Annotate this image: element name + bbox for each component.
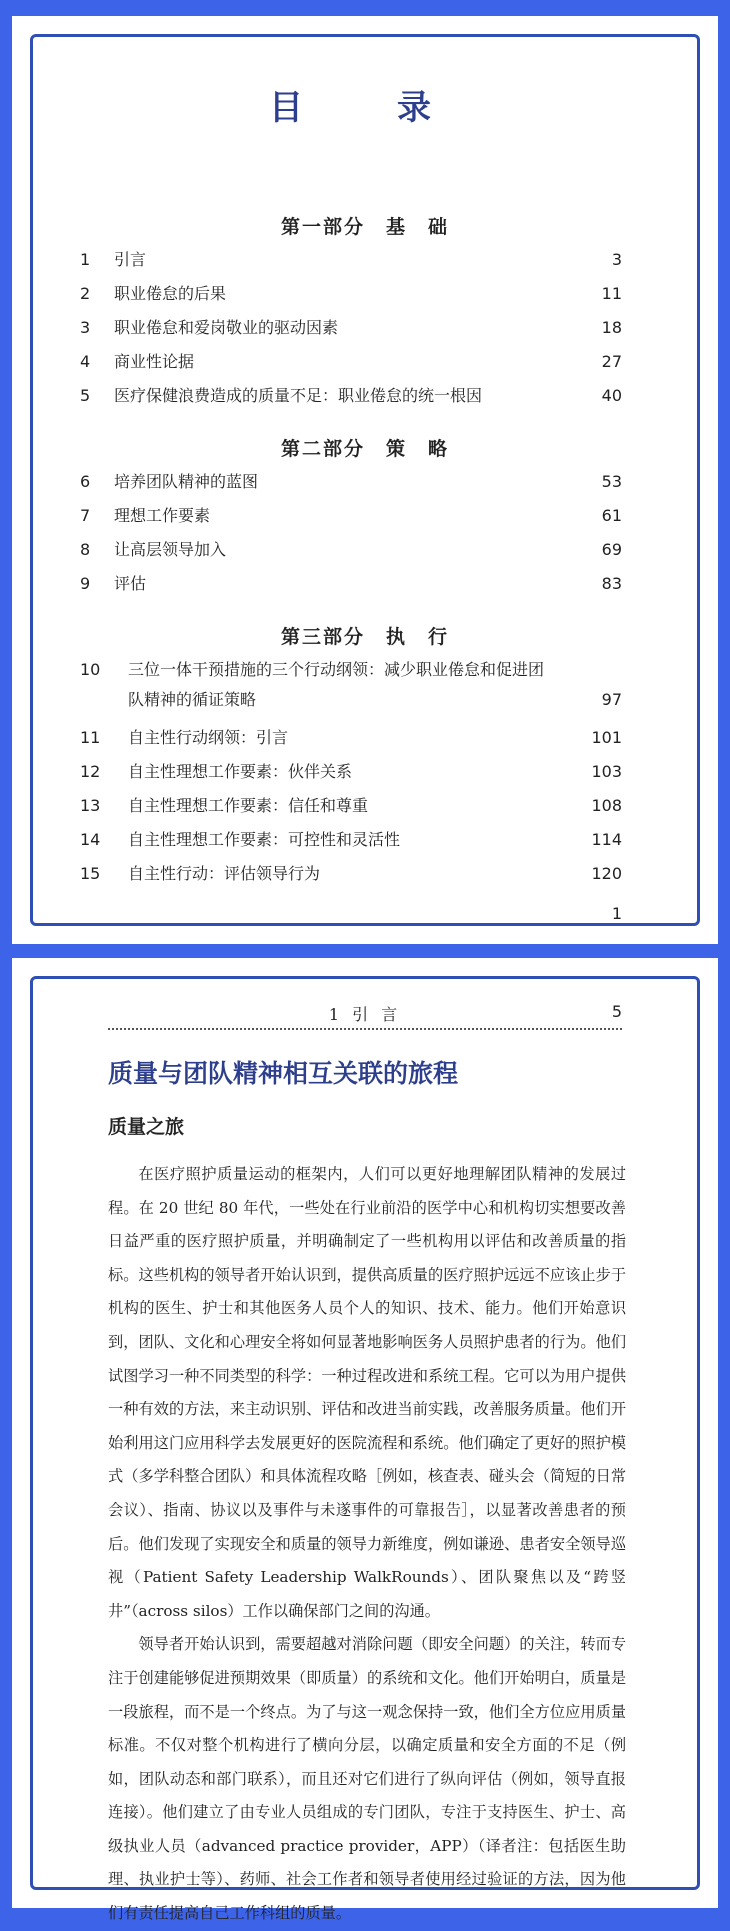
toc-entry-page: 97 (601, 690, 622, 709)
toc-entry-title: 培养团队精神的蓝图 (114, 472, 259, 491)
toc-entry-number: 6 (80, 472, 91, 491)
toc-entry-number: 13 (80, 796, 101, 815)
toc-entry-number: 3 (80, 318, 91, 337)
toc-entry-title: 职业倦怠和爱岗敬业的驱动因素 (114, 318, 339, 337)
part-heading: 第一部分 基 础 (280, 216, 449, 238)
toc-entry-page: 101 (591, 728, 622, 747)
toc-entry-page: 40 (601, 386, 622, 405)
toc-page (12, 16, 718, 944)
toc-entry-title: 让高层领导加入 (114, 540, 227, 559)
toc-entry-page: 61 (601, 506, 622, 525)
toc-entry-page: 83 (601, 574, 622, 593)
toc-entry-page: 103 (591, 762, 622, 781)
page-number: 1 (611, 904, 622, 923)
toc-entry[interactable] (80, 384, 622, 408)
toc-entry[interactable] (80, 794, 622, 818)
chapter-page (12, 958, 718, 1923)
toc-entry-title: 职业倦怠的后果 (114, 284, 227, 303)
part-heading: 第三部分 执 行 (280, 626, 449, 648)
toc-title: 目 录 (269, 88, 461, 128)
toc-entry-number: 10 (80, 660, 101, 679)
toc-entry-number: 1 (80, 250, 91, 269)
toc-entry-number: 8 (80, 540, 91, 559)
body-text (108, 1158, 626, 1931)
section-title: 质量之旅 (108, 1116, 185, 1138)
toc-entry-number: 15 (80, 864, 101, 883)
toc-entry[interactable] (80, 282, 622, 306)
toc-entry-title: 自主性理想工作要素：信任和尊重 (128, 796, 369, 815)
toc-entry[interactable] (80, 316, 622, 340)
toc-entry[interactable] (80, 658, 622, 682)
chapter-title: 质量与团队精神相互关联的旅程 (108, 1059, 459, 1088)
toc-entry-page: 27 (601, 352, 622, 371)
toc-entry[interactable] (80, 726, 622, 750)
toc-entry-page: 53 (601, 472, 622, 491)
toc-entry-title: 理想工作要素 (114, 506, 211, 525)
toc-entry-number: 11 (80, 728, 101, 747)
toc-entry[interactable] (80, 828, 622, 852)
toc-entry-continuation (128, 688, 622, 712)
toc-entry[interactable] (80, 862, 622, 886)
toc-entry-title-continued: 队精神的循证策略 (128, 690, 257, 709)
toc-entry-title: 自主性行动纲领：引言 (128, 728, 289, 747)
toc-entry-page: 108 (591, 796, 622, 815)
running-head-title: 1 引 言 (328, 1005, 402, 1024)
toc-entry-number: 5 (80, 386, 91, 405)
toc-entry-number: 4 (80, 352, 91, 371)
toc-entry-page: 114 (591, 830, 622, 849)
toc-entry-page: 69 (601, 540, 622, 559)
toc-entry[interactable] (80, 538, 622, 562)
toc-entry-number: 9 (80, 574, 91, 593)
toc-entry[interactable] (80, 760, 622, 784)
running-head (108, 1002, 622, 1030)
toc-entry-title: 商业性论据 (114, 352, 195, 371)
toc-entry-number: 2 (80, 284, 91, 303)
toc-entry-number: 14 (80, 830, 101, 849)
toc-entry[interactable] (80, 504, 622, 528)
toc-entry-title: 自主性理想工作要素：可控性和灵活性 (128, 830, 401, 849)
toc-entry-number: 7 (80, 506, 91, 525)
toc-entry-title: 评估 (114, 574, 147, 593)
toc-entry-number: 12 (80, 762, 101, 781)
toc-entry[interactable] (80, 350, 622, 374)
paragraph: 领导者开始认识到，需要超越对消除问题（即安全问题）的关注，转而专注于创建能够促进预期效果（即质量）的系统和文化。他们开始明白，质量是一段旅程，而不是一个终点。为了与这一观念保持一致，他们全方位应用质量标准。不仅对整个机构进行了横向分层，以确定质量和安全方面的不足（例如，团队动态和部门联系），而且还对它们进行了纵向评估（例如，领导直报连接）。他们建立了由专业人员组成的专门团队，专注于支持医生、护士、高级执业人员（advanced practice provider，APP）（译者注：包括医生助理、执业护士等）、药师、社会工作者和领导者使用经过验证的方法，因为他们有责任提高自己工作科组的质量。 (108, 1635, 626, 1923)
toc-entry[interactable] (80, 572, 622, 596)
toc-entry-page: 11 (601, 284, 622, 303)
toc-entry[interactable] (80, 470, 622, 494)
toc-entry[interactable] (80, 248, 622, 272)
page-number: 5 (611, 1002, 622, 1021)
toc-entry-page: 3 (611, 250, 622, 269)
toc-entry-page: 18 (601, 318, 622, 337)
part-heading: 第二部分 策 略 (280, 438, 449, 460)
toc-entry-title: 引言 (114, 250, 147, 269)
toc-entry-title: 医疗保健浪费造成的质量不足：职业倦怠的统一根因 (114, 386, 483, 405)
toc-entry-page: 120 (591, 864, 622, 883)
toc-entry-title: 三位一体干预措施的三个行动纲领：减少职业倦怠和促进团 (128, 660, 545, 679)
paragraph: 在医疗照护质量运动的框架内，人们可以更好地理解团队精神的发展过程。在 20 世纪 80 年代，一些处在行业前沿的医学中心和机构切实想要改善日益严重的医疗照护质量，并明确制定了一些机构用以评估和改善质量的指标。这些机构的领导者开始认识到，提供高质量的医疗照护远远不应该止步于机构的医生、护士和其他医务人员个人的知识、技术、能力。他们开始意识到，团队、文化和心理安全将如何显著地影响医务人员照护患者的行为。他们试图学习一种不同类型的科学：一种过程改进和系统工程。它可以为用户提供一种有效的方法，来主动识别、评估和改进当前实践，改善服务质量。他们开始利用这门应用科学去发展更好的医院流程和系统。他们确定了更好的照护模式（多学科整合团队）和具体流程攻略［例如，核查表、碰头会（简短的日常会议）、指南、协议以及事件与未遂事件的可靠报告］，以显著改善患者的预后。他们发现了实现安全和质量的领导力新维度，例如谦逊、患者安全领导巡视（Patient Safety Leadership WalkRounds）、团队聚焦以及“跨竖井”（across silos）工作以确保部门之间的沟通。 (108, 1165, 626, 1620)
toc-entry-title: 自主性行动：评估领导行为 (128, 864, 321, 883)
toc-entry-title: 自主性理想工作要素：伙伴关系 (128, 762, 353, 781)
